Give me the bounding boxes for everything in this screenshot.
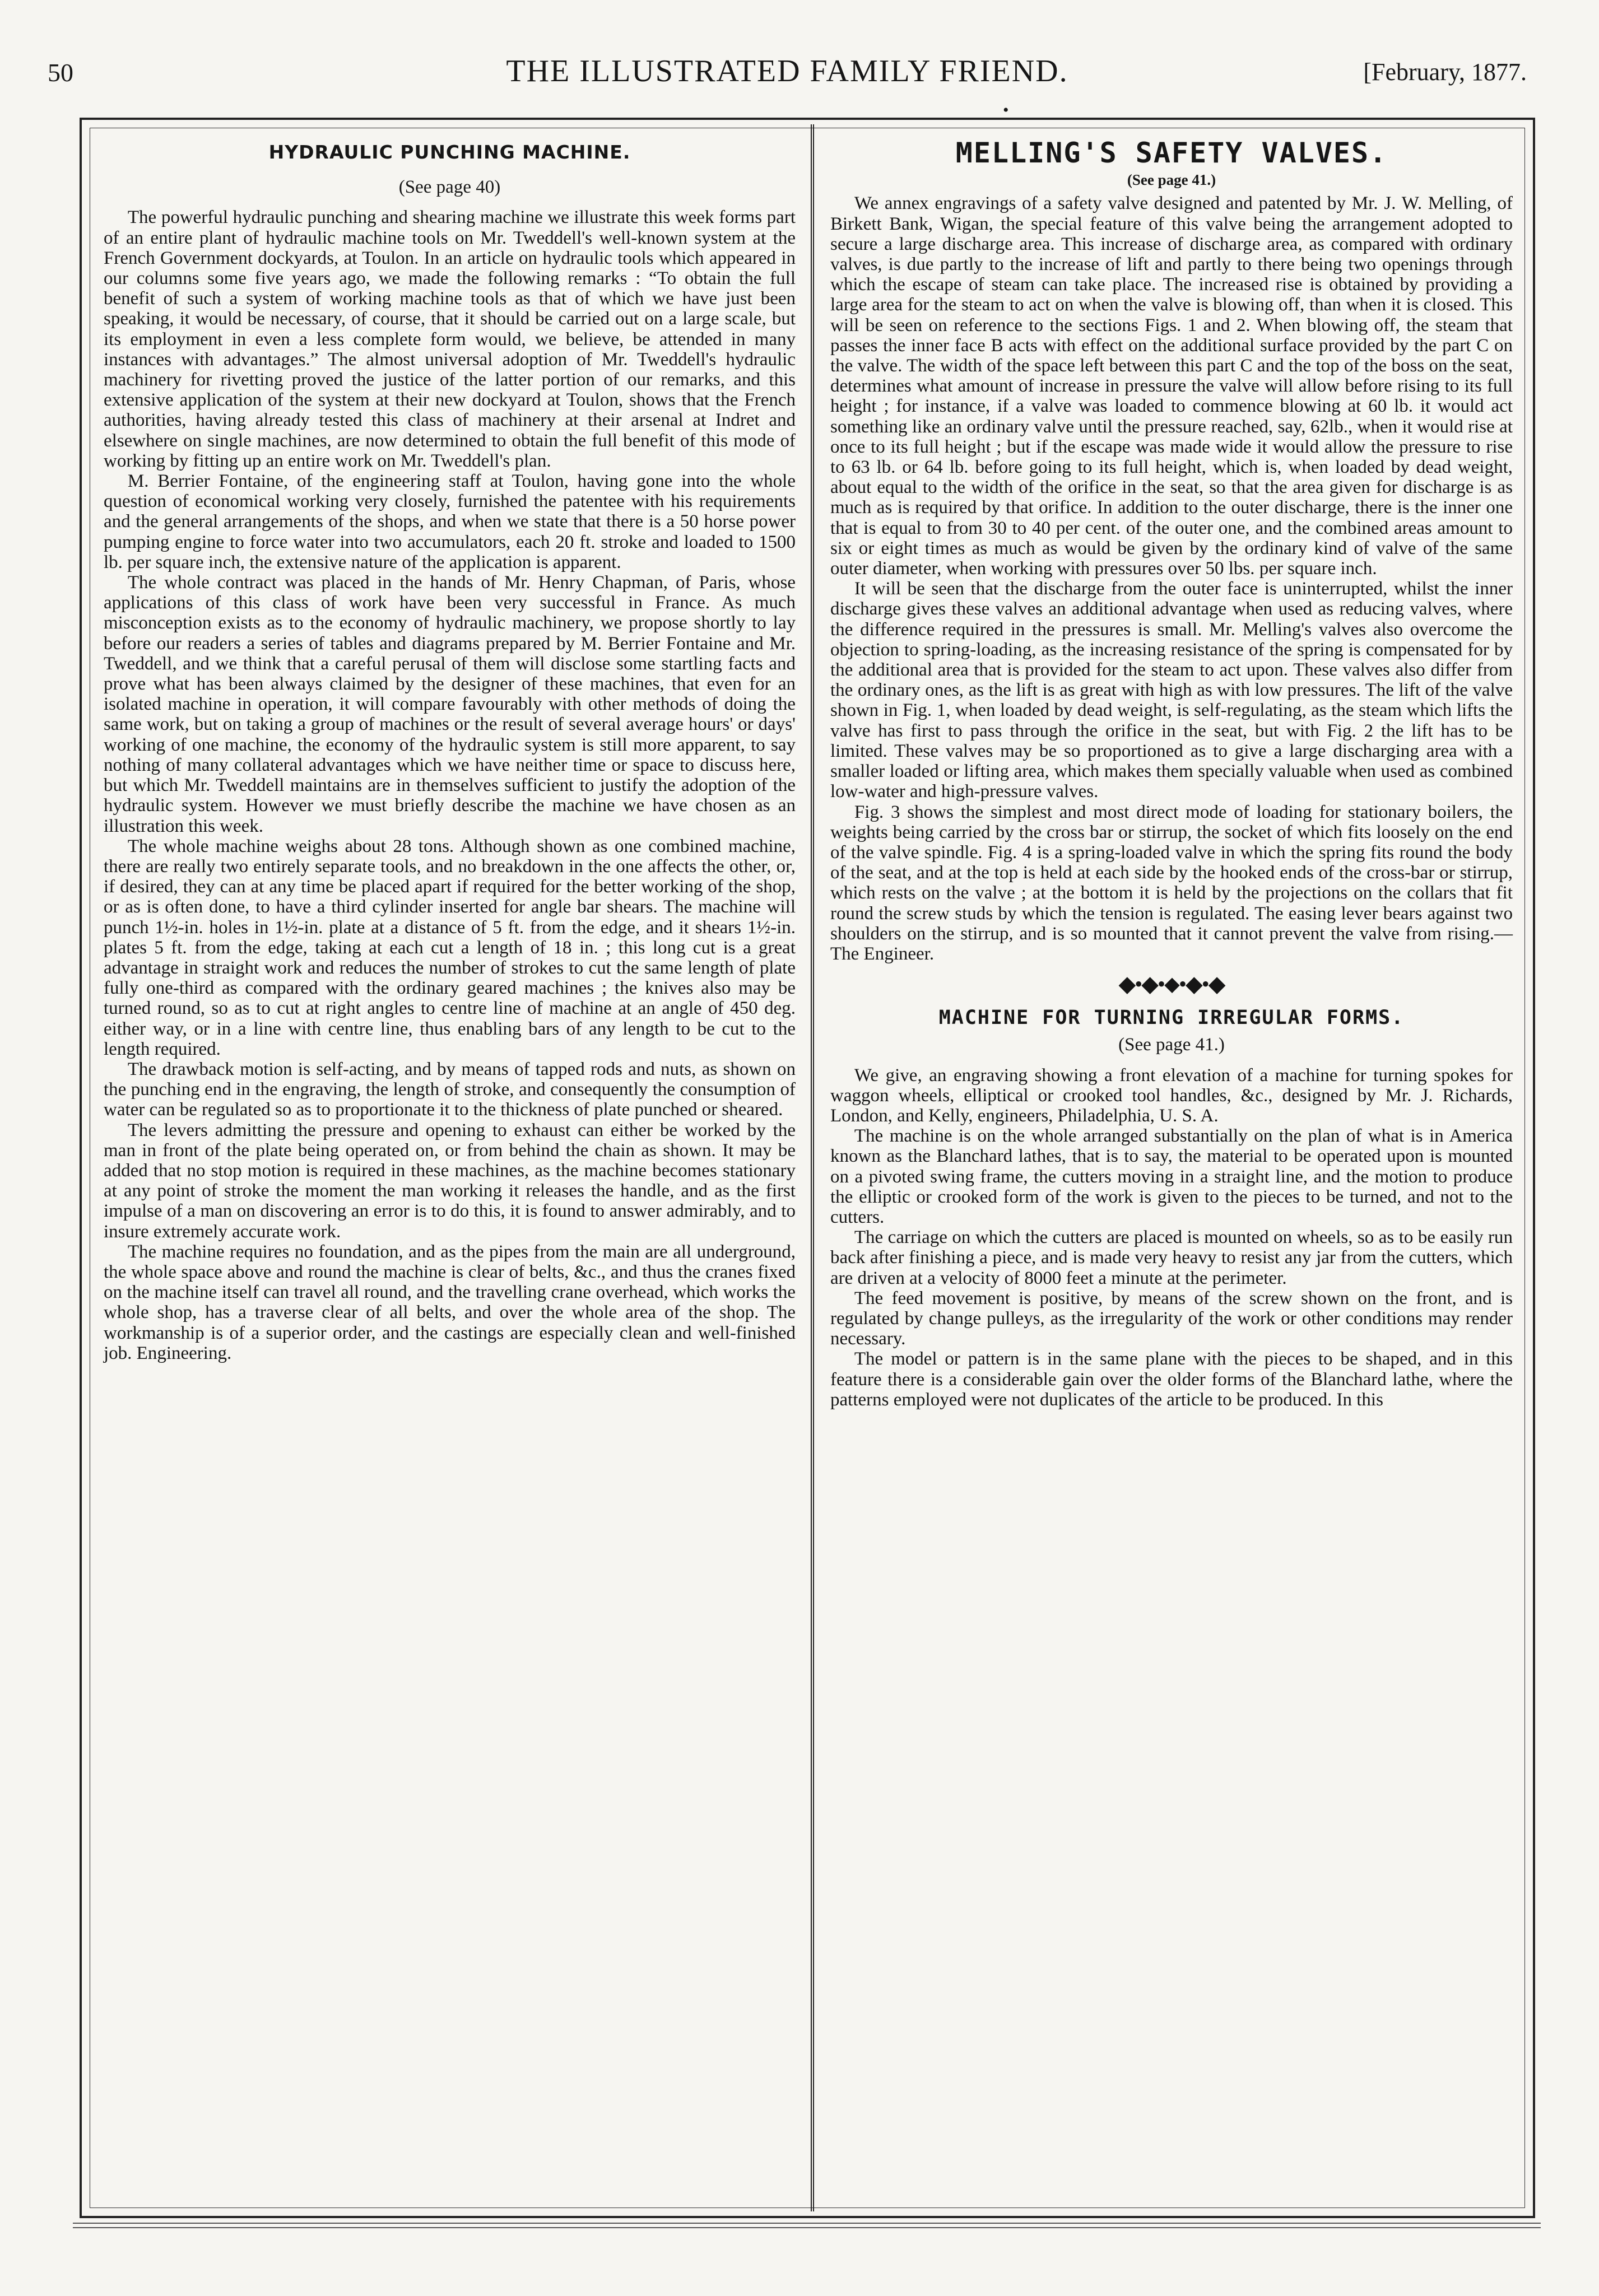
paragraph: M. Berrier Fontaine, of the engineering staff at Toulon, having gone into the whole question of economical working very closely, furnished the patentee with his requirements and the general arrangements of the shops, and when we state that there is a 50 horse power pumping engine to force water into two accumulators, each 20 ft. stroke and loaded to 1500 lb. per square inch, the extensive nature of the application is apparent. <box>104 471 796 572</box>
paragraph: The powerful hydraulic punching and shearing machine we illustrate this week forms part of an entire plant of hydraulic machine tools on Mr. Tweddell's well-known system at the French Government dockyards, at Toulon. In an article on hydraulic tools which appeared in our columns some five years ago, we made the following remarks : “To obtain the full benefit of such a system of working machine tools as that of which we have just been speaking, it would be necessary, of course, that it should be carried out on a large scale, but its employment in even a less complete form would, we believe, be attended in many instances with advantages.” The almost universal adoption of Mr. Tweddell's hydraulic machinery for rivetting proved the justice of the latter portion of our remarks, and this extensive application of the system at their new dockyard at Toulon, shows that the French authorities, having already tested this class of machinery at their arsenal at Indret and elsewhere on single machines, are now determined to obtain the full benefit of this mode of working by fitting up an entire work on Mr. Tweddell's plan. <box>104 207 796 471</box>
left-column <box>104 140 796 1363</box>
see-page-reference: (See page 40) <box>398 177 501 198</box>
paragraph: The drawback motion is self-acting, and by means of tapped rods and nuts, as shown on the punching end in the engraving, the length of stroke, and consequently the consumption of water can be regulated so as to proportionate it to the thickness of plate punched or sheared. <box>104 1059 796 1120</box>
page-number: 50 <box>48 58 73 87</box>
article-title-turning-machine: MACHINE FOR TURNING IRREGULAR FORMS. <box>938 1007 1405 1030</box>
issue-date: [February, 1877. <box>1363 58 1527 86</box>
bottom-rules <box>73 2223 1541 2234</box>
article-title-hydraulic: HYDRAULIC PUNCHING MACHINE. <box>268 141 631 163</box>
paragraph: The model or pattern is in the same plane with the pieces to be shaped, and in this feature there is a considerable gain over the older forms of the Blanchard lathe, where the patterns employed were not duplicates of the article to be produced. In this <box>830 1349 1513 1410</box>
right-column <box>830 137 1513 1410</box>
paragraph: The levers admitting the pressure and opening to exhaust can either be worked by the man in front of the plate being operated on, or from behind the chain as shown. It may be added that no stop motion is required in these machines, as the machine becomes stationary at any point of stroke the moment the man working it releases the handle, and as the first impulse of a man on discovering an error is to do this, it is found to answer admirably, and to insure extremely accurate work. <box>104 1120 796 1242</box>
see-page-reference: (See page 41.) <box>1118 1035 1225 1055</box>
paragraph: We annex engravings of a safety valve designed and patented by Mr. J. W. Melling, of Birkett Bank, Wigan, the special feature of this valve being the arrangement adopted to secure a large discharge area. This increase of discharge area, as compared with ordinary valves, is due partly to the increase of lift and partly to there being two openings through which the escape of steam can take place. The increased rise is obtained by providing a large area for the steam to act on when the valve is blowing off, than when it is closed. This will be seen on reference to the sections Figs. 1 and 2. When blowing off, the steam that passes the inner face B acts with effect on the additional surface provided by the part C on the valve. The width of the space left between this part C and the top of the boss on the seat, determines what amount of increase in pressure the valve will allow before rising to its full height ; for instance, if a valve was loaded to commence blowing at 60 lb. it would act something like an ordinary valve until the pressure reached, say, 62lb., when it would rise at once to its full height ; but if the escape was made wide it would allow the pressure to rise to 63 lb. or 64 lb. before going to its full height, which is, when loaded by dead weight, about equal to the width of the orifice in the seat, so that the area given for discharge is as much as is required by that orifice. In addition to the outer discharge, there is the inner one that is equal to from 30 to 40 per cent. of the outer one, and the combined areas amount to six or eight times as much as would be given by the ordinary kind of valve of the same outer diameter, when working with pressures over 50 lbs. per square inch. <box>830 193 1513 579</box>
paragraph: It will be seen that the discharge from the outer face is uninterrupted, whilst the inner discharge gives these valves an additional advantage when used as reducing valves, where the difference required in the pressures is small. Mr. Melling's valves also overcome the objection to spring-loading, as the increasing resistance of the spring is compensated for by the additional area that is provided for the steam to act upon. These valves also differ from the ordinary ones, as the lift is as great with high as with low pressures. The lift of the valve shown in Fig. 1, when loaded by dead weight, is self-regulating, as the steam which lifts the valve has first to pass through the orifice in the seat, but with Fig. 2 the lift has to be limited. These valves may be so proportioned as to give a large discharging area with a smaller loaded or lifting area, which makes them specially valuable when used as combined low-water and high-pressure valves. <box>830 579 1513 802</box>
paragraph: The machine is on the whole arranged substantially on the plan of what is in America known as the Blanchard lathes, that is to say, the material to be operated upon is mounted on a pivoted swing frame, the cutters moving in a straight line, and the motion to produce the elliptic or crooked form of the work is given to the pieces to be turned, and not to the cutters. <box>830 1126 1513 1227</box>
article-title-melling: MELLING'S SAFETY VALVES. <box>955 137 1388 169</box>
paragraph: The whole machine weighs about 28 tons. Although shown as one combined machine, there are really two entirely separate tools, and no breakdown in the one affects the other, or, if desired, they can at any time be placed apart if required for the better working of the shop, or as is often done, to have a third cylinder inserted for angle bar shears. The machine will punch 1½-in. holes in 1½-in. plate at a distance of 5 ft. from the edge, and it shears 1½-in. plates 5 ft. from the edge, taking at each cut a length of 18 in. ; this long cut is a great advantage in straight work and reduces the number of strokes to cut the same length of plate fully one-third as compared with the ordinary geared machines ; the knives also may be turned round, so as to cut at right angles to centre line of machine at an angle of 450 deg. either way, or in a line with centre line, thus enabling bars of any length to be cut to the length required. <box>104 836 796 1059</box>
section-ornament: ◆•◆•⬥•◆•◆ <box>1118 971 1225 997</box>
paragraph: The carriage on which the cutters are placed is mounted on wheels, so as to be easily run back after finishing a piece, and is made very heavy to resist any jar from the cutters, which are driven at a velocity of 8000 feet a minute at the perimeter. <box>830 1227 1513 1288</box>
header-dot: • <box>1003 101 1009 119</box>
paragraph: The whole contract was placed in the hands of Mr. Henry Chapman, of Paris, whose applications of this class of work have been very successful in France. As much misconception exists as to the economy of hydraulic machinery, we propose shortly to lay before our readers a series of tables and diagrams prepared by M. Berrier Fontaine and Mr. Tweddell, and we think that a careful perusal of them will disclose some startling facts and prove what has been always claimed by the designer of these machines, that even for an isolated machine in operation, it will compare favourably with other methods of doing the same work, but on taking a group of machines or the result of several average hours' or days' working of one machine, the economy of the hydraulic system is still more apparent, to say nothing of many collateral advantages which we have neither time or space to discuss here, but which Mr. Tweddell maintains are in themselves sufficient to justify the adoption of the hydraulic system. However we must briefly describe the machine we have chosen as an illustration this week. <box>104 572 796 836</box>
rule-line <box>73 2227 1541 2228</box>
paragraph: We give, an engraving showing a front elevation of a machine for turning spokes for waggon wheels, elliptical or crooked tool handles, &c., designed by Mr. J. Richards, London, and Kelly, engineers, Philadelphia, U. S. A. <box>830 1065 1513 1126</box>
rule-line <box>73 2223 1541 2224</box>
paragraph: Fig. 3 shows the simplest and most direct mode of loading for stationary boilers, the weights being carried by the cross bar or stirrup, the socket of which fits loosely on the end of the valve spindle. Fig. 4 is a spring-loaded valve in which the spring fits round the body of the seat, and at the top is held at each side by the hooked ends of the cross-bar or stirrup, which rests on the valve ; at the bottom it is held by the projections on the collars that fit round the screw studs by which the tension is regulated. The easing lever bears against two shoulders on the stirrup, and is so mounted that it cannot prevent the valve from rising.—The Engineer. <box>830 802 1513 964</box>
paragraph: The feed movement is positive, by means of the screw shown on the front, and is regulated by change pulleys, as the irregularity of the work or other conditions may render necessary. <box>830 1288 1513 1349</box>
column-divider <box>811 124 814 2211</box>
publication-title: THE ILLUSTRATED FAMILY FRIEND. <box>506 54 1068 89</box>
page-header <box>48 53 1527 98</box>
paragraph: The machine requires no foundation, and as the pipes from the main are all underground, the whole space above and round the machine is clear of belts, &c., and thus the cranes fixed on the machine itself can travel all round, and the travelling crane overhead, which works the whole shop, has a traverse clear of all belts, and over the whole area of the shop. The workmanship is of a superior order, and the castings are especially clean and well-finished job. Engineering. <box>104 1241 796 1363</box>
see-page-reference: (See page 41.) <box>1127 171 1216 189</box>
